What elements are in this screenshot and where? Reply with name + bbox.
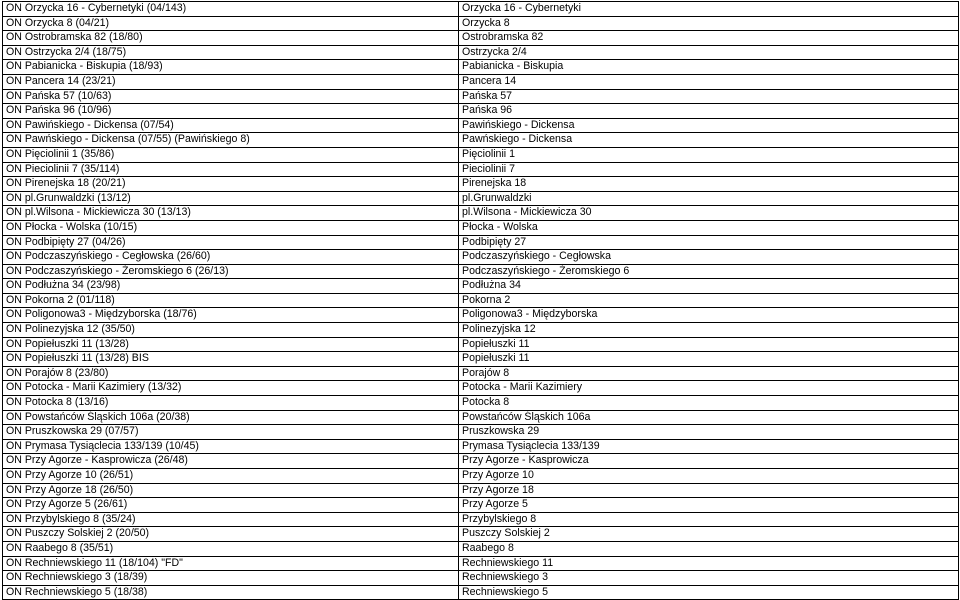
table-row <box>3 147 959 162</box>
cell-short-name[interactable]: Polinezyjska 12 <box>459 323 959 338</box>
table-row <box>3 191 959 206</box>
cell-full-name[interactable]: ON Orzycka 16 - Cybernetyki (04/143) <box>3 2 459 17</box>
table-row <box>3 585 959 600</box>
cell-full-name[interactable]: ON Podbipięty 27 (04/26) <box>3 235 459 250</box>
cell-short-name[interactable]: Rechniewskiego 3 <box>459 571 959 586</box>
cell-full-name[interactable]: ON Pirenejska 18 (20/21) <box>3 177 459 192</box>
cell-full-name[interactable]: ON Pancera 14 (23/21) <box>3 74 459 89</box>
spreadsheet-body <box>3 2 959 600</box>
table-row <box>3 556 959 571</box>
cell-short-name[interactable]: Rechniewskiego 5 <box>459 585 959 600</box>
cell-short-name[interactable]: Pięciolinii 1 <box>459 147 959 162</box>
cell-full-name[interactable]: ON Pawińskiego - Dickensa (07/54) <box>3 118 459 133</box>
cell-full-name[interactable]: ON Pawńskiego - Dickensa (07/55) (Pawińskiego 8) <box>3 133 459 148</box>
table-row <box>3 498 959 513</box>
table-row <box>3 250 959 265</box>
cell-full-name[interactable]: ON Przybylskiego 8 (35/24) <box>3 512 459 527</box>
cell-short-name[interactable]: Płocka - Wolska <box>459 220 959 235</box>
cell-short-name[interactable]: Potocka 8 <box>459 396 959 411</box>
cell-short-name[interactable]: pl.Grunwaldzki <box>459 191 959 206</box>
cell-short-name[interactable]: Ostrzycka 2/4 <box>459 45 959 60</box>
cell-short-name[interactable]: Ostrobramska 82 <box>459 31 959 46</box>
cell-short-name[interactable]: Pirenejska 18 <box>459 177 959 192</box>
cell-short-name[interactable]: Pańska 57 <box>459 89 959 104</box>
table-row <box>3 308 959 323</box>
cell-full-name[interactable]: ON Przy Agorze - Kasprowicza (26/48) <box>3 454 459 469</box>
cell-short-name[interactable]: Podczaszyńskiego - Cegłowska <box>459 250 959 265</box>
cell-short-name[interactable]: Potocka - Marii Kazimiery <box>459 381 959 396</box>
table-row <box>3 89 959 104</box>
cell-full-name[interactable]: ON Pruszkowska 29 (07/57) <box>3 425 459 440</box>
cell-short-name[interactable]: Puszczy Solskiej 2 <box>459 527 959 542</box>
table-row <box>3 104 959 119</box>
table-row <box>3 381 959 396</box>
cell-full-name[interactable]: ON Prymasa Tysiąclecia 133/139 (10/45) <box>3 439 459 454</box>
spreadsheet-table <box>2 1 959 600</box>
cell-full-name[interactable]: ON Przy Agorze 18 (26/50) <box>3 483 459 498</box>
cell-full-name[interactable]: ON Poligonowa3 - Międzyborska (18/76) <box>3 308 459 323</box>
cell-full-name[interactable]: ON Podczaszyńskiego - Żeromskiego 6 (26/13) <box>3 264 459 279</box>
table-row <box>3 293 959 308</box>
cell-short-name[interactable]: Podbipięty 27 <box>459 235 959 250</box>
cell-short-name[interactable]: Przy Agorze 5 <box>459 498 959 513</box>
cell-short-name[interactable]: Pawińskiego - Dickensa <box>459 118 959 133</box>
table-row <box>3 2 959 17</box>
cell-full-name[interactable]: ON Popiełuszki 11 (13/28) BIS <box>3 352 459 367</box>
table-row <box>3 133 959 148</box>
table-row <box>3 162 959 177</box>
cell-full-name[interactable]: ON Przy Agorze 5 (26/61) <box>3 498 459 513</box>
table-row <box>3 483 959 498</box>
cell-full-name[interactable]: ON Polinezyjska 12 (35/50) <box>3 323 459 338</box>
table-row <box>3 60 959 75</box>
table-row <box>3 337 959 352</box>
cell-full-name[interactable]: ON Puszczy Solskiej 2 (20/50) <box>3 527 459 542</box>
cell-short-name[interactable]: Pańska 96 <box>459 104 959 119</box>
cell-full-name[interactable]: ON Rechniewskiego 5 (18/38) <box>3 585 459 600</box>
cell-short-name[interactable]: Poligonowa3 - Międzyborska <box>459 308 959 323</box>
table-row <box>3 366 959 381</box>
cell-full-name[interactable]: ON Pieciolinii 7 (35/114) <box>3 162 459 177</box>
cell-short-name[interactable]: Powstańców Śląskich 106a <box>459 410 959 425</box>
cell-short-name[interactable]: Rechniewskiego 11 <box>459 556 959 571</box>
cell-full-name[interactable]: ON Powstańców Śląskich 106a (20/38) <box>3 410 459 425</box>
cell-short-name[interactable]: Pokorna 2 <box>459 293 959 308</box>
cell-full-name[interactable]: ON Rechniewskiego 11 (18/104) "FD" <box>3 556 459 571</box>
cell-short-name[interactable]: Popiełuszki 11 <box>459 352 959 367</box>
table-row <box>3 439 959 454</box>
cell-short-name[interactable]: Prymasa Tysiąclecia 133/139 <box>459 439 959 454</box>
table-row <box>3 45 959 60</box>
cell-short-name[interactable]: Pancera 14 <box>459 74 959 89</box>
cell-short-name[interactable]: Podłużna 34 <box>459 279 959 294</box>
table-row <box>3 512 959 527</box>
table-row <box>3 541 959 556</box>
cell-short-name[interactable]: Przy Agorze 18 <box>459 483 959 498</box>
cell-short-name[interactable]: Popiełuszki 11 <box>459 337 959 352</box>
cell-full-name[interactable]: ON Rechniewskiego 3 (18/39) <box>3 571 459 586</box>
table-row <box>3 264 959 279</box>
cell-short-name[interactable]: Porajów 8 <box>459 366 959 381</box>
cell-full-name[interactable]: ON Ostrzycka 2/4 (18/75) <box>3 45 459 60</box>
cell-full-name[interactable]: ON Podczaszyńskiego - Cegłowska (26/60) <box>3 250 459 265</box>
table-row <box>3 206 959 221</box>
cell-short-name[interactable]: Pawńskiego - Dickensa <box>459 133 959 148</box>
table-row <box>3 31 959 46</box>
table-row <box>3 469 959 484</box>
table-row <box>3 74 959 89</box>
table-row <box>3 425 959 440</box>
cell-full-name[interactable]: ON Popiełuszki 11 (13/28) <box>3 337 459 352</box>
cell-short-name[interactable]: Orzycka 16 - Cybernetyki <box>459 2 959 17</box>
table-row <box>3 410 959 425</box>
table-row <box>3 220 959 235</box>
table-row <box>3 352 959 367</box>
cell-short-name[interactable]: pl.Wilsona - Mickiewicza 30 <box>459 206 959 221</box>
table-row <box>3 16 959 31</box>
cell-full-name[interactable]: ON Pańska 96 (10/96) <box>3 104 459 119</box>
cell-full-name[interactable]: ON pl.Wilsona - Mickiewicza 30 (13/13) <box>3 206 459 221</box>
cell-full-name[interactable]: ON Pokorna 2 (01/118) <box>3 293 459 308</box>
cell-short-name[interactable]: Pabianicka - Biskupia <box>459 60 959 75</box>
cell-short-name[interactable]: Przy Agorze 10 <box>459 469 959 484</box>
cell-short-name[interactable]: Przy Agorze - Kasprowicza <box>459 454 959 469</box>
table-row <box>3 118 959 133</box>
table-row <box>3 454 959 469</box>
table-row <box>3 527 959 542</box>
cell-short-name[interactable]: Raabego 8 <box>459 541 959 556</box>
cell-short-name[interactable]: Pieciolinii 7 <box>459 162 959 177</box>
table-row <box>3 177 959 192</box>
cell-full-name[interactable]: ON pl.Grunwaldzki (13/12) <box>3 191 459 206</box>
cell-full-name[interactable]: ON Pięciolinii 1 (35/86) <box>3 147 459 162</box>
cell-short-name[interactable]: Orzycka 8 <box>459 16 959 31</box>
table-row <box>3 571 959 586</box>
cell-full-name[interactable]: ON Płocka - Wolska (10/15) <box>3 220 459 235</box>
cell-full-name[interactable]: ON Ostrobramska 82 (18/80) <box>3 31 459 46</box>
cell-short-name[interactable]: Przybylskiego 8 <box>459 512 959 527</box>
cell-full-name[interactable]: ON Pabianicka - Biskupia (18/93) <box>3 60 459 75</box>
cell-full-name[interactable]: ON Pańska 57 (10/63) <box>3 89 459 104</box>
cell-short-name[interactable]: Pruszkowska 29 <box>459 425 959 440</box>
cell-full-name[interactable]: ON Orzycka 8 (04/21) <box>3 16 459 31</box>
cell-short-name[interactable]: Podczaszyńskiego - Żeromskiego 6 <box>459 264 959 279</box>
cell-full-name[interactable]: ON Potocka - Marii Kazimiery (13/32) <box>3 381 459 396</box>
table-row <box>3 235 959 250</box>
cell-full-name[interactable]: ON Przy Agorze 10 (26/51) <box>3 469 459 484</box>
cell-full-name[interactable]: ON Raabego 8 (35/51) <box>3 541 459 556</box>
cell-full-name[interactable]: ON Podłużna 34 (23/98) <box>3 279 459 294</box>
table-row <box>3 323 959 338</box>
cell-full-name[interactable]: ON Potocka 8 (13/16) <box>3 396 459 411</box>
table-row <box>3 396 959 411</box>
cell-full-name[interactable]: ON Porajów 8 (23/80) <box>3 366 459 381</box>
table-row <box>3 279 959 294</box>
